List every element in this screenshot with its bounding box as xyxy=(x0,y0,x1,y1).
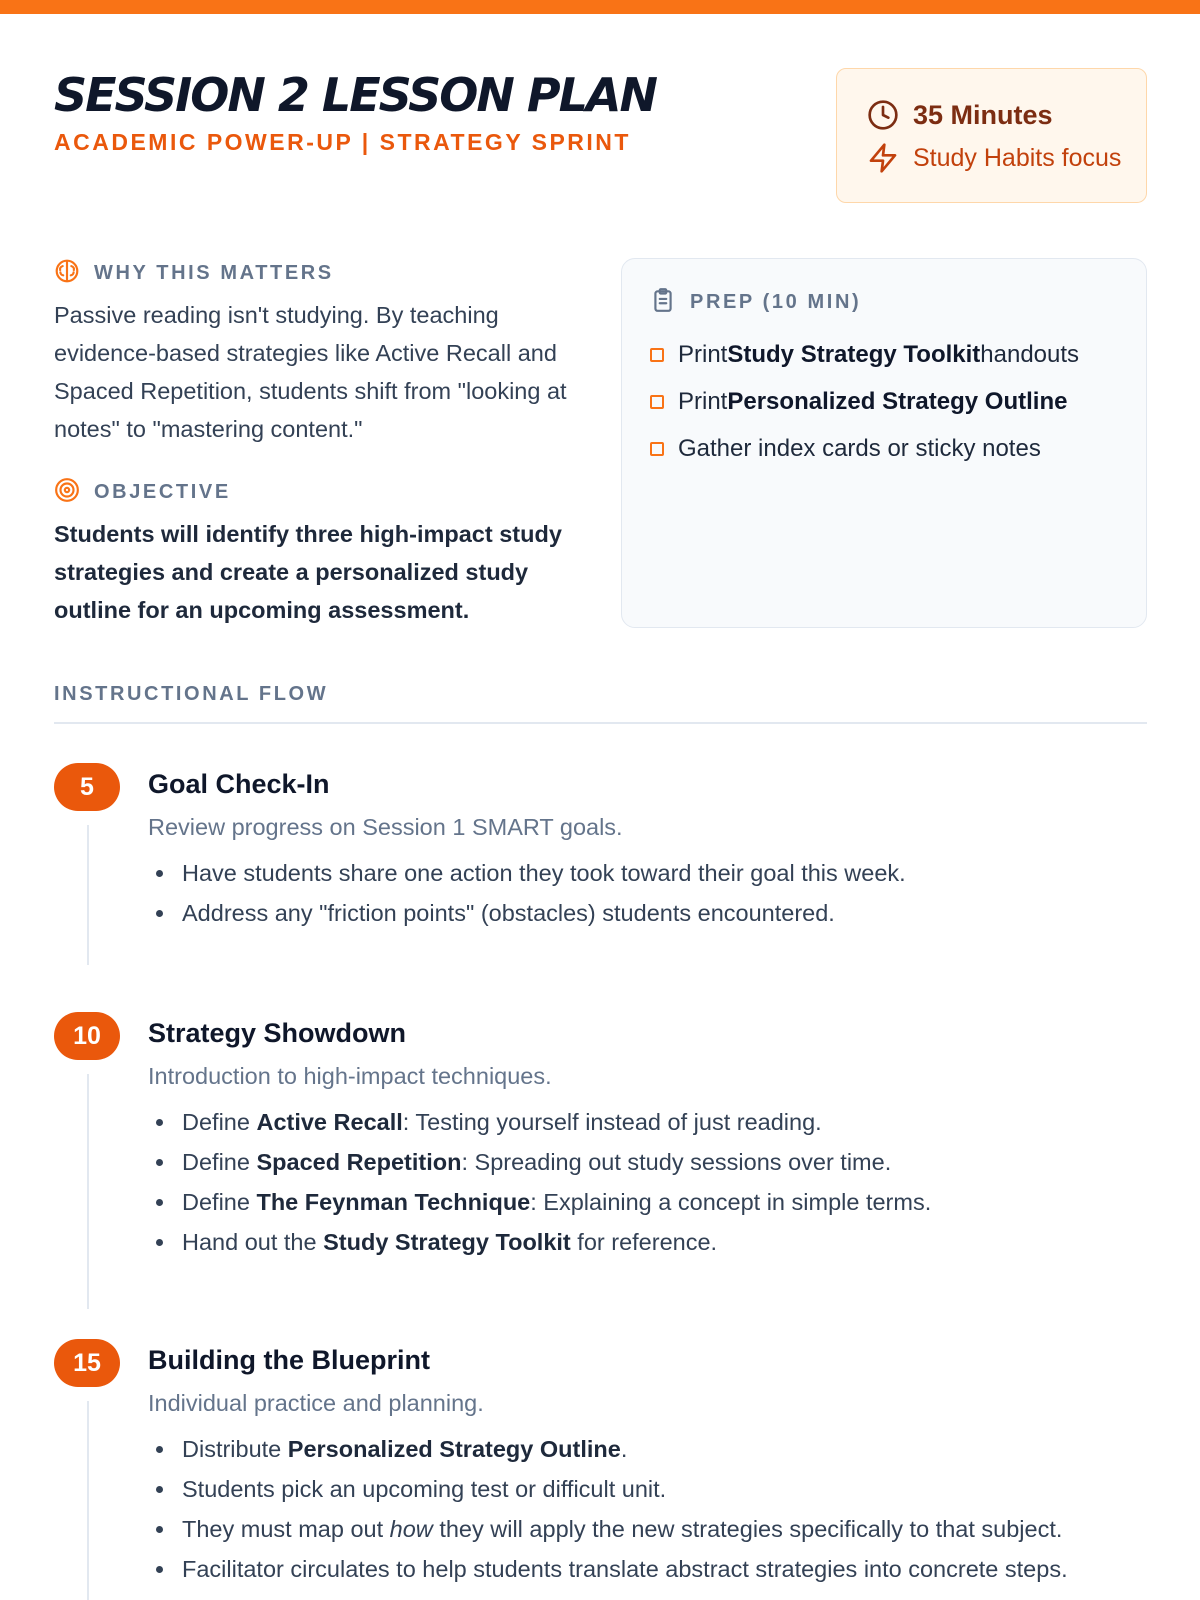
prep-item-text-before: Print xyxy=(678,387,728,415)
checkbox-icon[interactable] xyxy=(650,348,664,362)
prep-card xyxy=(621,258,1147,628)
checkbox-icon[interactable] xyxy=(650,442,664,456)
divider xyxy=(54,722,1147,724)
clipboard-icon xyxy=(650,287,676,318)
target-icon xyxy=(54,477,80,508)
step-title: Strategy Showdown xyxy=(148,1018,407,1048)
bullet-item: They must map out how they will apply the new strategies specifically to that subject. xyxy=(148,1509,1068,1549)
session-meta-card xyxy=(836,68,1147,203)
step-bullets xyxy=(148,853,906,933)
clock-icon xyxy=(867,99,899,131)
step-subtitle: Introduction to high-impact techniques. xyxy=(148,1063,552,1089)
step-minutes-badge: 10 xyxy=(54,1012,120,1060)
bullet-item: Hand out the Study Strategy Toolkit for reference. xyxy=(148,1222,931,1262)
bullet-item: Distribute Personalized Strategy Outline. xyxy=(148,1429,1068,1469)
prep-checklist xyxy=(650,331,1079,472)
session-duration: 35 Minutes xyxy=(913,99,1053,130)
flow-step xyxy=(54,1339,1147,1600)
step-bullets xyxy=(148,1429,1068,1589)
prep-label: PREP (10 MIN) xyxy=(690,291,862,313)
timeline-connector xyxy=(87,825,89,965)
brain-icon xyxy=(54,258,80,289)
prep-item[interactable] xyxy=(650,331,1079,378)
bullet-item: Address any "friction points" (obstacles) students encountered. xyxy=(148,893,906,933)
why-heading xyxy=(54,258,334,289)
timeline-connector xyxy=(87,1074,89,1309)
lightning-bolt-icon xyxy=(867,142,899,174)
timeline-connector xyxy=(87,1401,89,1600)
prep-item-text-before: Print xyxy=(678,340,728,368)
page-subtitle: ACADEMIC POWER-UP | STRATEGY SPRINT xyxy=(54,129,631,155)
prep-heading xyxy=(650,287,861,318)
prep-item[interactable] xyxy=(650,378,1079,425)
top-accent-bar xyxy=(0,0,1200,14)
prep-item-text-bold: Study Strategy Toolkit xyxy=(727,340,981,368)
prep-item-text-before: Gather index cards or sticky notes xyxy=(678,434,1041,462)
bullet-item: Students pick an upcoming test or difficult unit. xyxy=(148,1469,1068,1509)
step-title: Building the Blueprint xyxy=(148,1345,430,1375)
objective-text: Students will identify three high-impact study strategies and create a personalized study outline for an upcoming assessment. xyxy=(54,521,562,623)
step-minutes-badge: 5 xyxy=(54,763,120,811)
bullet-item: Define The Feynman Technique: Explaining a concept in simple terms. xyxy=(148,1182,931,1222)
step-bullets xyxy=(148,1102,931,1262)
step-title: Goal Check-In xyxy=(148,769,330,799)
step-subtitle: Review progress on Session 1 SMART goals. xyxy=(148,814,623,840)
flow-step xyxy=(54,1012,1147,1302)
checkbox-icon[interactable] xyxy=(650,395,664,409)
objective-heading xyxy=(54,477,231,508)
bullet-item: Facilitator circulates to help students translate abstract strategies into concrete steps. xyxy=(148,1549,1068,1589)
prep-item-text-bold: Personalized Strategy Outline xyxy=(727,387,1068,415)
flow-step xyxy=(54,763,1147,973)
bullet-item: Define Active Recall: Testing yourself instead of just reading. xyxy=(148,1102,931,1142)
bullet-item: Have students share one action they took toward their goal this week. xyxy=(148,853,906,893)
prep-item-text-after: handouts xyxy=(980,340,1080,368)
why-label: WHY THIS MATTERS xyxy=(94,262,334,284)
bullet-item: Define Spaced Repetition: Spreading out study sessions over time. xyxy=(148,1142,931,1182)
page-title: SESSION 2 LESSON PLAN xyxy=(54,68,657,122)
step-subtitle: Individual practice and planning. xyxy=(148,1390,484,1416)
step-minutes-badge: 15 xyxy=(54,1339,120,1387)
focus-row xyxy=(867,142,1121,174)
why-text: Passive reading isn't studying. By teaching evidence-based strategies like Active Recall and Spaced Repetition, students shift from "looking at notes" to "mastering content." xyxy=(54,302,567,442)
objective-label: OBJECTIVE xyxy=(94,481,231,503)
instructional-flow-heading: INSTRUCTIONAL FLOW xyxy=(54,683,329,705)
prep-item[interactable] xyxy=(650,425,1079,472)
duration-row xyxy=(867,99,1053,131)
session-focus: Study Habits focus xyxy=(913,143,1122,172)
